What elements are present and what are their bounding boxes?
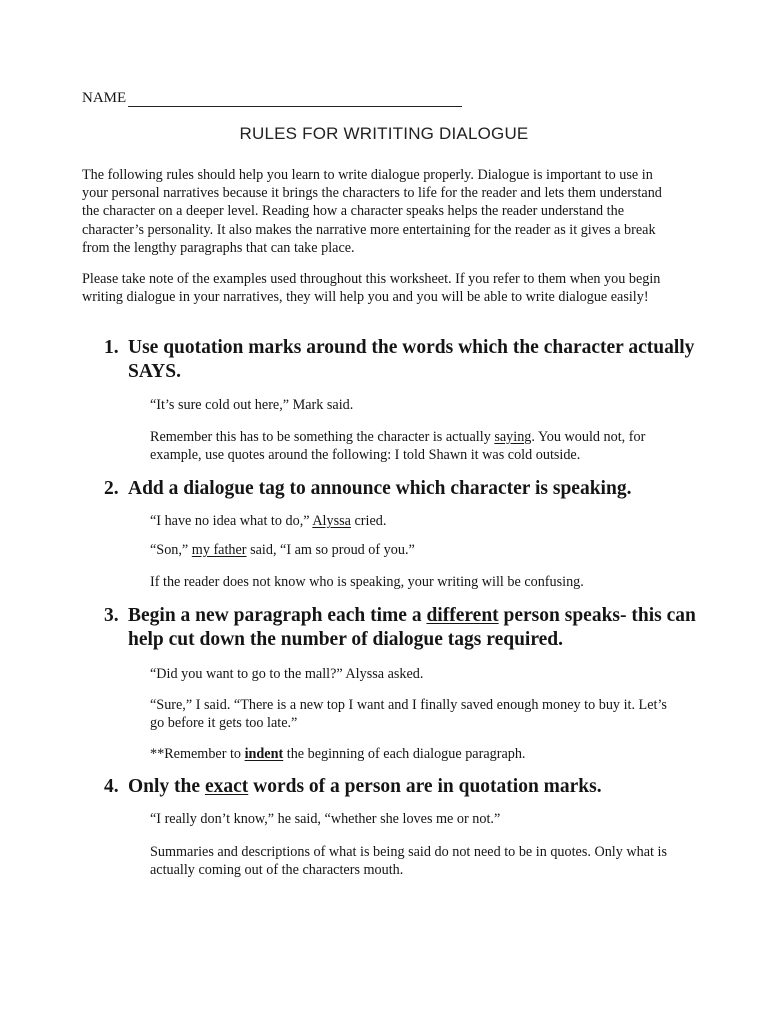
underlined-tag: my father — [191, 542, 247, 558]
intro-paragraph-2: Please take note of the examples used throughout this worksheet. If you refer to them when you begin writing dialogue in your narratives, they will help you and you will be able to write dialogue easily! — [82, 271, 661, 306]
underlined-tag: Alyssa — [312, 513, 351, 529]
bold-underlined-word: indent — [244, 746, 284, 762]
rule-2-example-2: “Son,” my father said, “I am so proud of you.” — [150, 542, 415, 558]
name-field — [82, 90, 462, 107]
name-label: NAME — [82, 90, 127, 106]
rule-2-example-1: “I have no idea what to do,” Alyssa cried. — [150, 513, 387, 529]
underlined-word: exact — [204, 776, 249, 797]
rule-4-heading — [104, 775, 704, 799]
rule-3-example-2: “Sure,” I said. “There is a new top I want and I finally saved enough money to buy it. Let’s go before it gets too late.” — [150, 697, 667, 732]
rule-4-number: 4. — [104, 776, 119, 797]
page-title: RULES FOR WRITITING DIALOGUE — [239, 124, 529, 143]
rule-2-text: Add a dialogue tag to announce which character is speaking. — [128, 478, 632, 499]
rule-1-heading — [104, 336, 704, 384]
rule-4-note: Summaries and descriptions of what is being said do not need to be in quotes. Only what is actually coming out of the characters mouth. — [150, 844, 667, 879]
rule-1-text: Use quotation marks around the words which the character actually SAYS. — [128, 337, 695, 382]
name-blank-line — [128, 92, 462, 107]
rule-2-number: 2. — [104, 478, 119, 499]
rule-3-number: 3. — [104, 605, 119, 626]
underlined-word: saying — [494, 429, 532, 445]
rule-4-example: “I really don’t know,” he said, “whether she loves me or not.” — [150, 811, 501, 827]
intro-paragraph-1: The following rules should help you learn to write dialogue properly. Dialogue is important to use in your personal narratives because it brings the characters to life for the reader and lets them understand the character on a deeper level. Reading how a character speaks helps the reader understand the character’s personality. It also makes the narrative more entertaining for the reader as it gives a break from the lengthy paragraphs that can take place. — [82, 167, 662, 256]
rule-2-note: If the reader does not know who is speaking, your writing will be confusing. — [150, 574, 584, 590]
rule-3-heading — [104, 604, 704, 652]
rule-3-text: Begin a new paragraph each time a different person speaks- this can help cut down the number of dialogue tags required. — [128, 605, 696, 650]
rule-1-example: “It’s sure cold out here,” Mark said. — [150, 397, 354, 413]
rule-2-heading — [104, 477, 704, 501]
rule-3-example-1: “Did you want to go to the mall?” Alyssa asked. — [150, 666, 424, 682]
rule-1-note: Remember this has to be something the character is actually saying. You would not, for example, use quotes around the following: I told Shawn it was cold outside. — [150, 429, 646, 464]
underlined-word: different — [426, 605, 499, 626]
rule-4-text: Only the exact words of a person are in quotation marks. — [128, 776, 602, 797]
rule-3-note: **Remember to indent the beginning of each dialogue paragraph. — [150, 746, 526, 762]
rule-1-number: 1. — [104, 337, 119, 358]
